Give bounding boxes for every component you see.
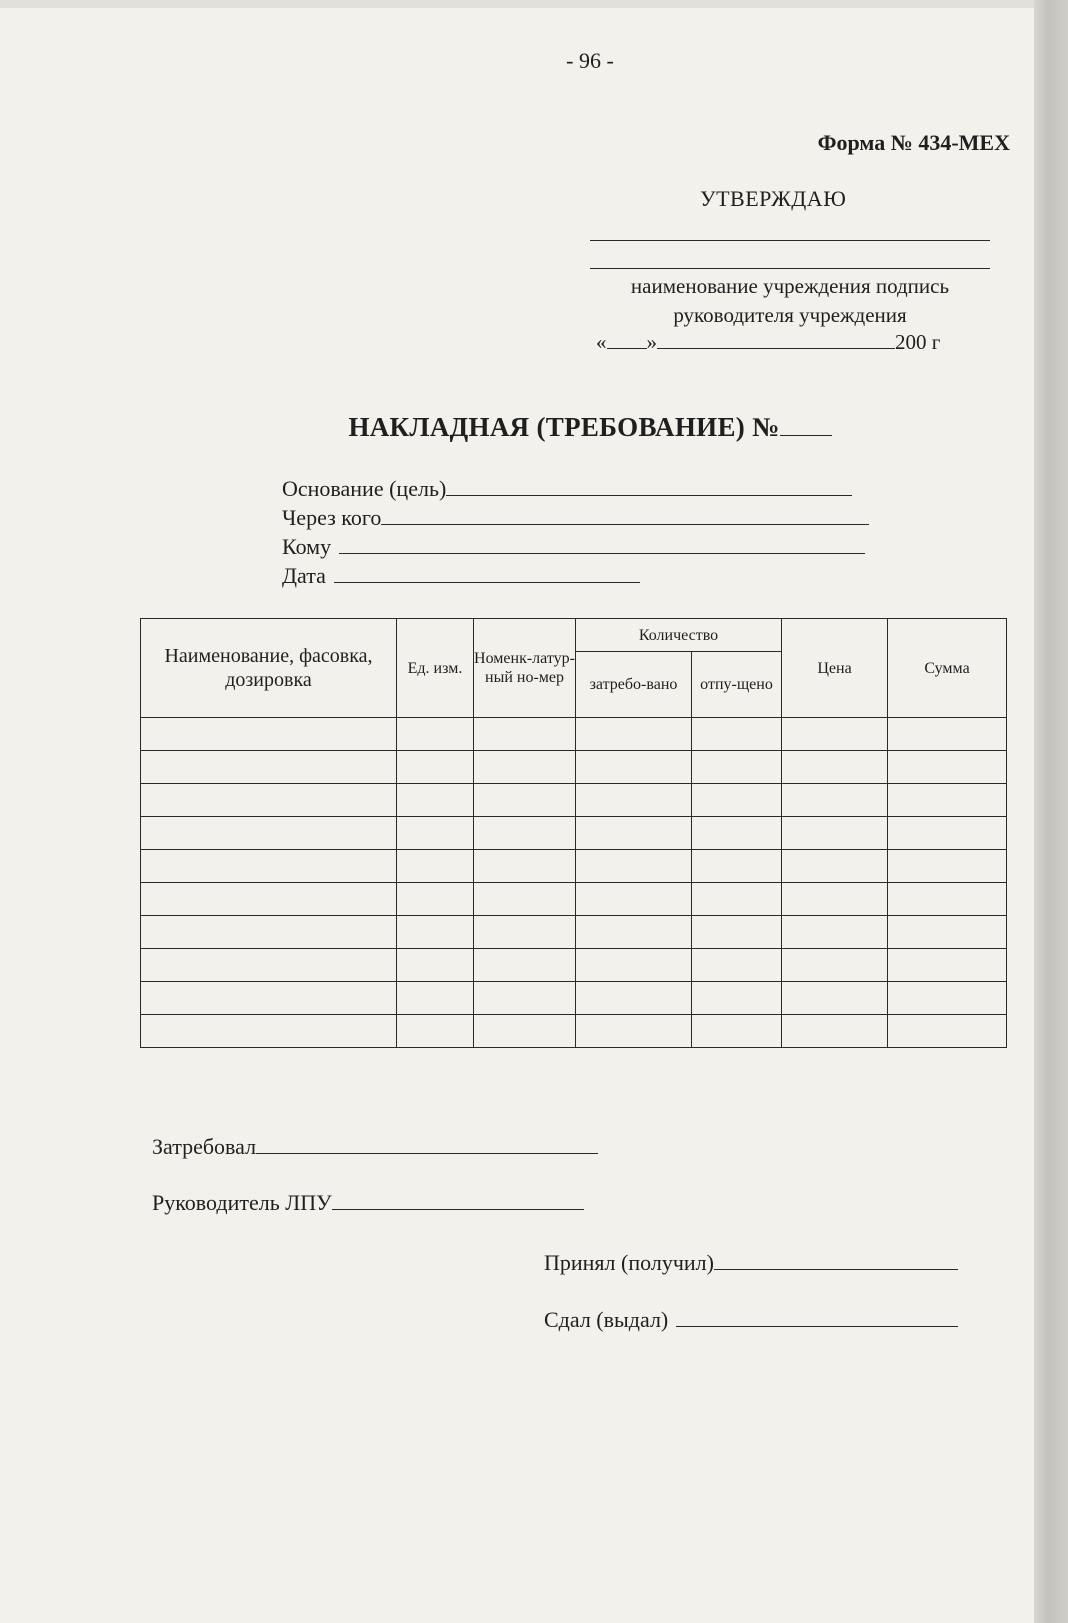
table-cell — [141, 949, 397, 982]
table-cell — [782, 817, 888, 850]
table-cell — [397, 751, 474, 784]
document-title — [0, 412, 1068, 443]
table-row — [141, 817, 1007, 850]
table-cell — [888, 916, 1007, 949]
table-cell — [576, 850, 692, 883]
field-to-label: Кому — [282, 534, 332, 559]
table-cell — [141, 883, 397, 916]
table-cell — [474, 817, 576, 850]
field-date-label: Дата — [282, 563, 326, 588]
table-cell — [141, 1015, 397, 1048]
table-cell — [576, 916, 692, 949]
title-text: НАКЛАДНАЯ (ТРЕБОВАНИЕ) № — [348, 412, 780, 442]
table-cell — [782, 883, 888, 916]
sign-received-label: Принял (получил) — [544, 1250, 714, 1275]
field-to-blank — [339, 553, 865, 554]
table-cell — [474, 916, 576, 949]
header-name: Наименование, фасовка, дозировка — [141, 619, 397, 718]
table-cell — [141, 751, 397, 784]
field-basis — [282, 476, 852, 502]
sign-requested-by-label: Затребовал — [152, 1134, 257, 1159]
page-number: - 96 - — [566, 48, 614, 73]
table-cell — [474, 982, 576, 1015]
table-row — [141, 982, 1007, 1015]
month-blank — [657, 348, 895, 349]
table-cell — [474, 850, 576, 883]
field-basis-label: Основание (цель) — [282, 476, 447, 501]
table-row — [141, 718, 1007, 751]
table-cell — [888, 982, 1007, 1015]
table-cell — [782, 982, 888, 1015]
table-row — [141, 784, 1007, 817]
table-cell — [782, 718, 888, 751]
table-cell — [888, 784, 1007, 817]
sign-handed-blank — [676, 1326, 958, 1327]
table-cell — [692, 817, 782, 850]
table-cell — [782, 949, 888, 982]
table-cell — [576, 784, 692, 817]
table-row — [141, 916, 1007, 949]
approval-heading: УТВЕРЖДАЮ — [700, 186, 847, 211]
table-cell — [397, 784, 474, 817]
table-cell — [888, 718, 1007, 751]
table-cell — [576, 1015, 692, 1048]
field-to — [282, 534, 865, 560]
header-quantity: Количество — [576, 619, 782, 652]
sign-handed — [544, 1307, 958, 1333]
table-cell — [692, 784, 782, 817]
scan-top-edge — [0, 0, 1068, 8]
field-date-blank — [334, 582, 640, 583]
table-cell — [397, 850, 474, 883]
field-date — [282, 563, 640, 589]
table-cell — [397, 916, 474, 949]
table-cell — [141, 718, 397, 751]
table-cell — [576, 982, 692, 1015]
table-body — [141, 718, 1007, 1048]
table-row — [141, 1015, 1007, 1048]
table-cell — [692, 718, 782, 751]
table-cell — [397, 982, 474, 1015]
table-cell — [576, 718, 692, 751]
sign-requested-by — [152, 1134, 598, 1160]
table-cell — [782, 916, 888, 949]
header-sum: Сумма — [888, 619, 1007, 718]
date-open-quote: « — [596, 330, 607, 354]
approval-signature-line-2 — [590, 268, 990, 269]
table-cell — [692, 1015, 782, 1048]
date-close-quote: » — [646, 330, 657, 354]
scan-right-edge — [1034, 0, 1068, 1623]
table-cell — [692, 883, 782, 916]
header-released: отпу-щено — [692, 652, 782, 718]
header-nomenclature: Номенк-латур-ный но-мер — [474, 619, 576, 718]
table-cell — [782, 850, 888, 883]
table-cell — [888, 883, 1007, 916]
table-cell — [141, 817, 397, 850]
table-cell — [141, 850, 397, 883]
year-label: 200 г — [895, 330, 941, 354]
header-unit: Ед. изм. — [397, 619, 474, 718]
table-row — [141, 751, 1007, 784]
table-cell — [397, 817, 474, 850]
day-blank — [607, 348, 647, 349]
approval-signature-line-1 — [590, 240, 990, 241]
header-price: Цена — [782, 619, 888, 718]
table-cell — [576, 949, 692, 982]
sign-head-blank — [332, 1209, 584, 1210]
sign-requested-by-blank — [256, 1153, 598, 1154]
table-cell — [782, 784, 888, 817]
form-number: Форма № 434-МЕХ — [817, 130, 1010, 155]
table-cell — [888, 850, 1007, 883]
field-basis-blank — [446, 495, 852, 496]
table-cell — [474, 949, 576, 982]
table-cell — [474, 718, 576, 751]
table-row — [141, 883, 1007, 916]
table-cell — [888, 751, 1007, 784]
table-cell — [888, 817, 1007, 850]
table-cell — [141, 982, 397, 1015]
approval-date-line — [596, 330, 940, 355]
table-cell — [397, 718, 474, 751]
table-cell — [141, 784, 397, 817]
table-cell — [782, 751, 888, 784]
header-requested: затребо-вано — [576, 652, 692, 718]
table-cell — [692, 949, 782, 982]
table-cell — [782, 1015, 888, 1048]
table-cell — [576, 751, 692, 784]
table-cell — [474, 784, 576, 817]
table-cell — [692, 751, 782, 784]
title-number-blank — [780, 435, 832, 436]
table-cell — [692, 916, 782, 949]
table-cell — [576, 817, 692, 850]
table-cell — [692, 850, 782, 883]
sign-received — [544, 1250, 958, 1276]
table-cell — [397, 949, 474, 982]
table-cell — [576, 883, 692, 916]
table-cell — [141, 916, 397, 949]
table-cell — [474, 1015, 576, 1048]
table-row — [141, 949, 1007, 982]
table-cell — [888, 949, 1007, 982]
approval-caption: наименование учреждения подпись руководителя учреждения — [630, 274, 950, 327]
table-row — [141, 850, 1007, 883]
sign-head — [152, 1190, 584, 1216]
sign-handed-label: Сдал (выдал) — [544, 1307, 669, 1332]
table-cell — [397, 883, 474, 916]
sign-head-label: Руководитель ЛПУ — [152, 1190, 332, 1215]
table-cell — [474, 751, 576, 784]
table-cell — [692, 982, 782, 1015]
items-table — [140, 618, 1007, 1048]
table-cell — [888, 1015, 1007, 1048]
table-cell — [474, 883, 576, 916]
table-cell — [397, 1015, 474, 1048]
field-through — [282, 505, 869, 531]
sign-received-blank — [714, 1269, 958, 1270]
field-through-blank — [381, 524, 869, 525]
field-through-label: Через кого — [282, 505, 382, 530]
